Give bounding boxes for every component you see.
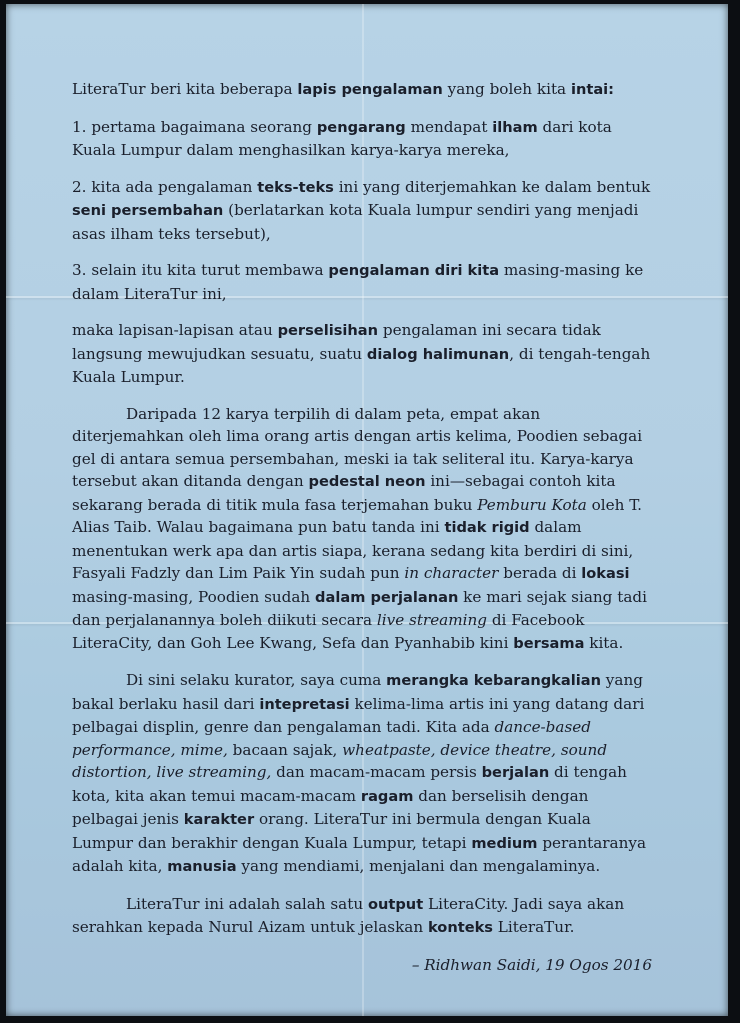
text-run: LiteraTur ini adalah salah satu [126, 894, 368, 913]
bold-term: dalam perjalanan [315, 588, 459, 606]
bold-term: seni persembahan [72, 202, 224, 219]
text-run: di Facebook LiteraCity, dan Goh Lee Kwang, Sefa dan Pyanhabib kini [72, 611, 585, 652]
paragraph-3 [72, 669, 652, 879]
text-run: mendapat [405, 117, 493, 136]
signature: – Ridhwan Saidi, 19 Ogos 2016 [411, 955, 652, 974]
paragraph-1 [72, 319, 652, 389]
text-run: pengalaman ini secara tidak langsung mewujudkan sesuatu, suatu [72, 321, 601, 363]
text-run: 3. selain itu kita turut membawa [72, 261, 329, 279]
bold-term: bersama [513, 634, 585, 652]
bold-term: lapis pengalaman [297, 81, 443, 98]
paragraph-2 [72, 403, 652, 656]
text-run: kita. [584, 633, 624, 652]
text-run: yang boleh kita [442, 80, 571, 98]
point-1 [72, 116, 652, 162]
text-run: LiteraTur beri kita beberapa [72, 80, 298, 98]
point-3 [72, 259, 652, 305]
text-run: bacaan sajak, [227, 740, 343, 759]
text-run: dalam menentukan werk apa dan artis siapa, kerana sedang kita berdiri di sini, Fasyali Fadzly dan Lim Paik Yin sudah pun [72, 518, 634, 582]
text-run: 2. kita ada pengalaman [72, 177, 258, 196]
bold-term: karakter [183, 811, 255, 828]
text-run: oleh T. Alias Taib. Walau bagaimana pun batu tanda ini [72, 495, 642, 536]
bold-term: medium [471, 834, 538, 852]
intro-paragraph [72, 78, 652, 102]
bold-term: pengalaman diri kita [328, 262, 500, 279]
text-run: perantaranya adalah kita, [72, 833, 647, 875]
text-run: dan macam-macam persis [271, 763, 482, 781]
text-run: , di tengah-tengah Kuala Lumpur. [72, 344, 651, 386]
bold-term: tidak rigid [444, 519, 530, 536]
bold-term: output [367, 895, 424, 913]
text-run: maka lapisan-lapisan atau [72, 321, 278, 339]
bold-term: teks-teks [257, 178, 334, 196]
text-run: orang. LiteraTur ini bermula dengan Kuala Lumpur dan berakhir dengan Kuala Lumpur, tetapi [72, 810, 591, 852]
bold-term: dialog halimunan [366, 345, 510, 363]
bold-term: berjalan [481, 764, 550, 781]
text-run: berada di [498, 564, 582, 582]
text-run: ke mari sejak siang tadi dan perjalanannya boleh diikuti secara [72, 587, 647, 629]
text-run: yang bakal berlaku hasil dari [72, 671, 643, 713]
text-run: dan berselisih dengan pelbagai jenis [72, 786, 589, 828]
italic-term: live streaming [376, 611, 487, 629]
text-run: di tengah kota, kita akan temui macam-macam [72, 763, 627, 805]
text-run: (berlatarkan kota Kuala lumpur sendiri yang menjadi asas ilham teks tersebut), [72, 201, 639, 243]
bold-term: manusia [167, 858, 237, 875]
text-run: Daripada 12 karya terpilih di dalam peta, empat akan diterjemahkan oleh lima orang artis dengan artis kelima, Poodien sebagai gel di antara semua persembahan, meski ia tak seliteral itu. Karya-karya tersebut akan ditanda dengan [72, 404, 643, 490]
italic-term: dance-based performance, mime, [72, 718, 591, 759]
paragraph-4 [72, 893, 652, 940]
text-run: LiteraTur. [492, 918, 575, 936]
bold-term: ilham [492, 118, 538, 136]
text-run: Di sini selaku kurator, saya cuma [126, 671, 387, 689]
text-run: 1. pertama bagaimana seorang [72, 117, 317, 136]
bold-term: intai: [570, 81, 615, 98]
text-run: ini—sebagai contoh kita sekarang berada di titik mula fasa terjemahan buku [72, 472, 616, 514]
text-run: dari kota Kuala Lumpur dalam menghasilkan karya-karya mereka, [72, 117, 612, 159]
bold-term: lokasi [581, 565, 630, 582]
point-2 [72, 176, 652, 246]
italic-term: in character [404, 564, 499, 582]
bold-term: intepretasi [259, 695, 350, 713]
text-run: masing-masing, Poodien sudah [72, 587, 316, 606]
bold-term: merangka kebarangkalian [386, 672, 601, 689]
italic-term: Pemburu Kota [477, 495, 587, 514]
document-body [72, 78, 652, 990]
text-run: kelima-lima artis ini yang datang dari pelbagai displin, genre dan pengalaman tadi. Kita ada [72, 694, 645, 736]
bold-term: pengarang [316, 118, 406, 136]
bold-term: konteks [427, 919, 493, 936]
bold-term: pedestal neon [308, 473, 426, 490]
bold-term: perselisihan [277, 322, 379, 339]
text-run: LiteraCity. Jadi saya akan serahkan kepada Nurul Aizam untuk jelaskan [72, 894, 625, 936]
italic-term: wheatpaste, device theatre, sound distortion, live streaming, [72, 740, 608, 781]
paper-sheet [6, 4, 728, 1016]
text-run: ini yang diterjemahkan ke dalam bentuk [333, 177, 651, 196]
bold-term: ragam [360, 787, 414, 805]
text-run: masing-masing ke dalam LiteraTur ini, [72, 261, 644, 303]
text-run: yang mendiami, menjalani dan mengalaminya. [236, 857, 601, 875]
